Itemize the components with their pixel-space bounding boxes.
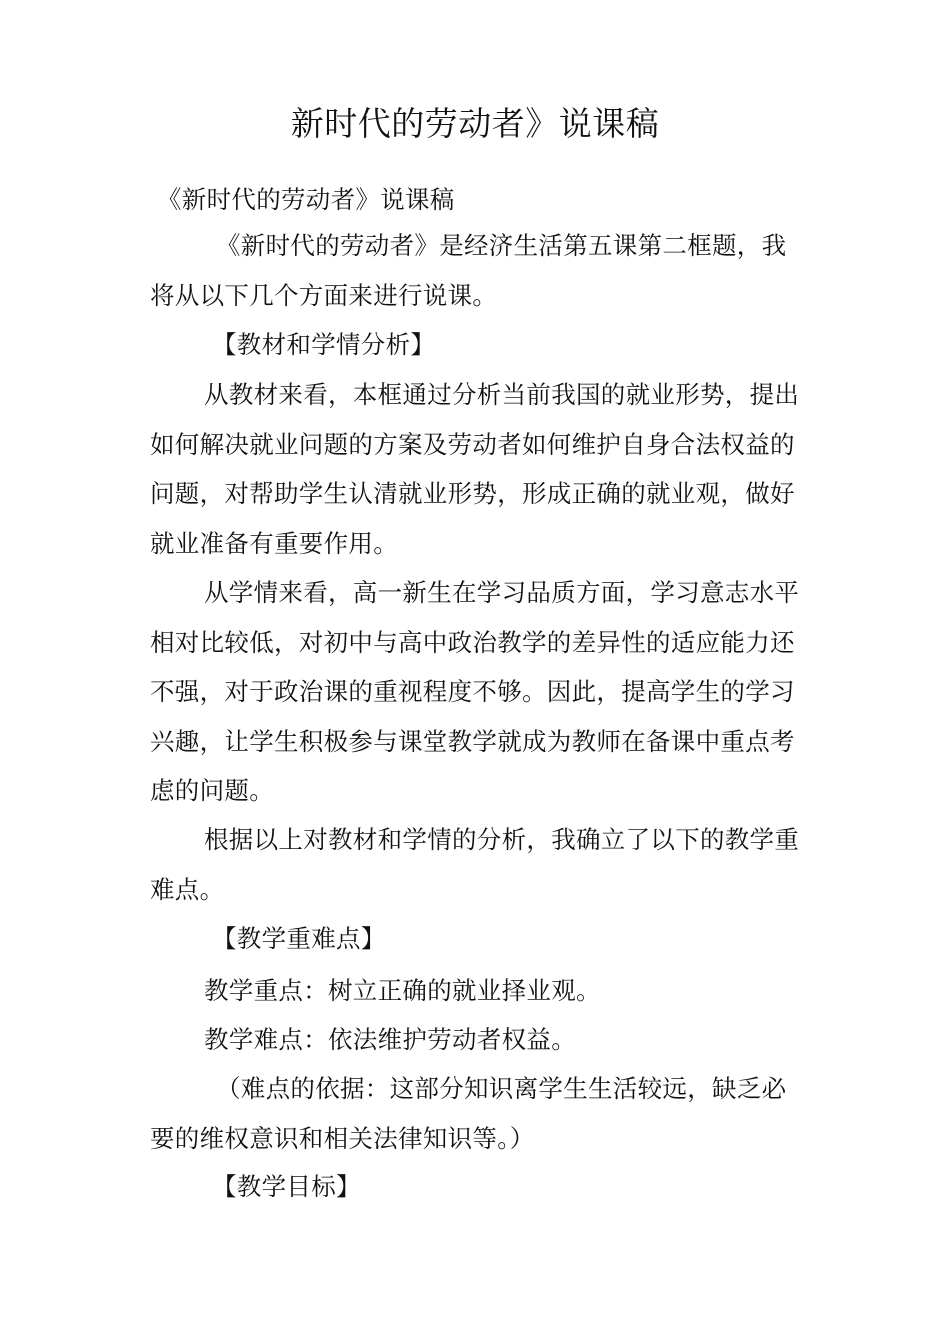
key-point-line: 教学重点：树立正确的就业择业观。 xyxy=(204,976,601,1005)
document-title: 新时代的劳动者》说课稿 xyxy=(290,104,660,143)
document-subtitle: 《新时代的劳动者》说课稿 xyxy=(157,185,455,214)
section-heading-objectives: 【教学目标】 xyxy=(212,1172,361,1201)
paragraph-student-analysis: 从学情来看，高一新生在学习品质方面，学习意志水平相对比较低，对初中与高中政治教学的差异性的适应能力还不强，对于政治课的重视程度不够。因此，提高学生的学习兴趣，让学生积极参与课堂教学就成为教师在备课中重点考虑的问题。 xyxy=(150,578,800,805)
paragraph-textbook-analysis: 从教材来看，本框通过分析当前我国的就业形势，提出如何解决就业问题的方案及劳动者如何维护自身合法权益的问题，对帮助学生认清就业形势，形成正确的就业观，做好就业准备有重要作用。 xyxy=(150,380,800,558)
intro-paragraph: 《新时代的劳动者》是经济生活第五课第二框题，我将从以下几个方面来进行说课。 xyxy=(150,231,787,310)
difficulty-note: （难点的依据：这部分知识离学生生活较远，缺乏必要的维权意识和相关法律知识等。） xyxy=(150,1074,787,1153)
section-heading-analysis: 【教材和学情分析】 xyxy=(212,330,436,359)
section-heading-key-points: 【教学重难点】 xyxy=(212,924,386,953)
paragraph-conclusion: 根据以上对教材和学情的分析，我确立了以下的教学重难点。 xyxy=(150,825,800,904)
difficult-point-line: 教学难点：依法维护劳动者权益。 xyxy=(204,1025,576,1054)
